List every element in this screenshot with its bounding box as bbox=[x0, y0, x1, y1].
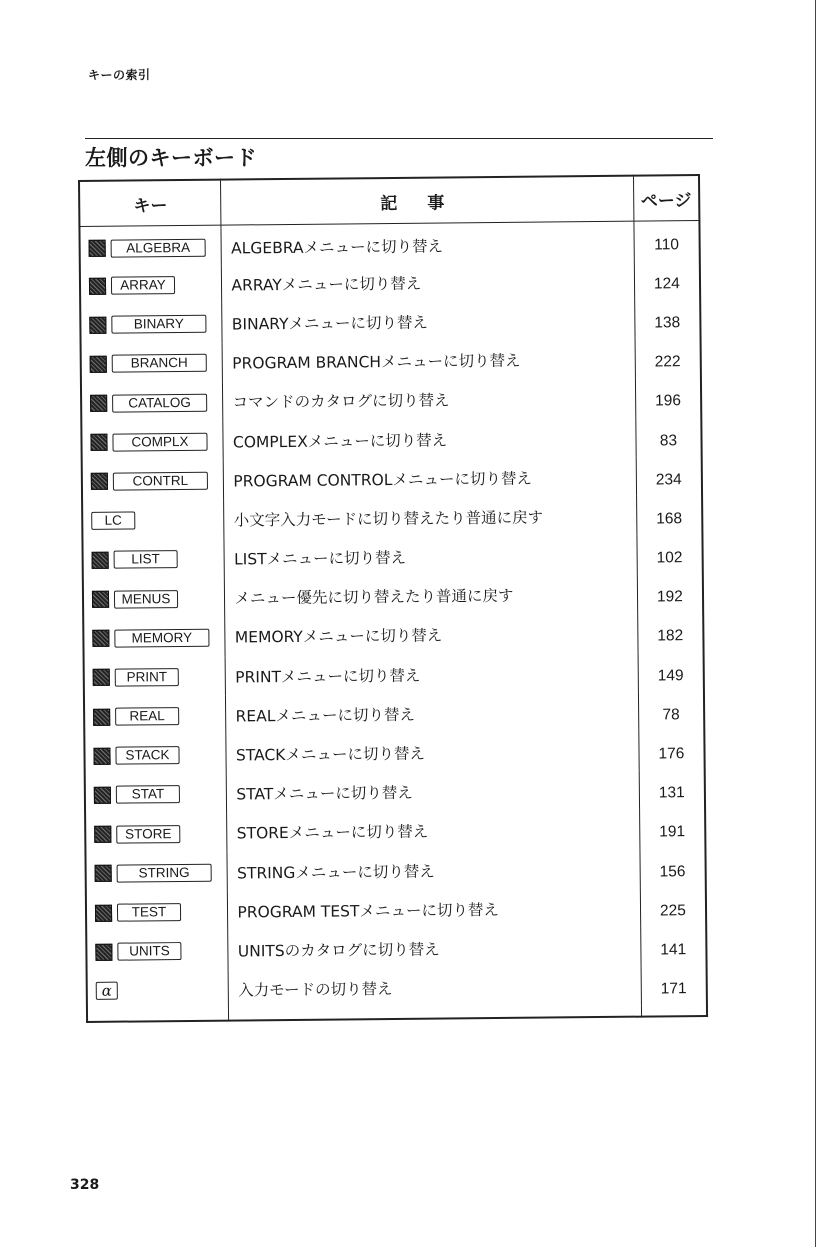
description-cell: COMPLEXメニューに切り替え bbox=[223, 418, 636, 461]
table-row bbox=[83, 613, 703, 658]
table-row bbox=[85, 770, 705, 815]
keycap-label: STACK bbox=[115, 746, 179, 765]
page-number: 328 bbox=[70, 1177, 100, 1193]
keycap-label: ARRAY bbox=[111, 276, 175, 295]
shift-key-icon bbox=[93, 669, 110, 686]
table-row bbox=[86, 926, 706, 971]
table-row bbox=[80, 299, 700, 344]
page-cell: 138 bbox=[634, 299, 700, 339]
description-cell: PROGRAM TESTメニューに切り替え bbox=[228, 888, 641, 931]
spacer-cell bbox=[641, 1005, 707, 1017]
keycap-label: CATALOG bbox=[112, 393, 207, 412]
table-row bbox=[80, 260, 700, 305]
page-cell: 176 bbox=[639, 730, 705, 770]
key-cell bbox=[80, 265, 222, 306]
key-cell bbox=[79, 225, 221, 266]
description-cell: コマンドのカタログに切り替え bbox=[223, 378, 636, 421]
description-cell: 入力モードの切り替え bbox=[229, 966, 642, 1009]
header-page: ページ bbox=[633, 175, 699, 221]
shift-key-icon bbox=[90, 434, 107, 451]
description-cell: ALGEBRAメニューに切り替え bbox=[221, 221, 634, 265]
shift-key-icon bbox=[89, 316, 106, 333]
keycap-label: STRING bbox=[117, 864, 212, 883]
page-cell: 124 bbox=[634, 260, 700, 300]
page-cell: 102 bbox=[637, 535, 703, 575]
key-cell bbox=[83, 578, 225, 619]
description-cell: UNITSのカタログに切り替え bbox=[228, 927, 641, 970]
shift-key-icon bbox=[91, 473, 108, 490]
running-header: キーの索引 bbox=[88, 68, 151, 82]
shift-key-icon bbox=[92, 591, 109, 608]
key-cell bbox=[80, 304, 222, 345]
shift-key-icon bbox=[94, 787, 111, 804]
table-row bbox=[83, 574, 703, 619]
keycap-label: LC bbox=[91, 512, 135, 530]
section-rule bbox=[85, 138, 713, 139]
shift-key-icon bbox=[92, 630, 109, 647]
table-row bbox=[82, 535, 702, 580]
description-cell: PROGRAM CONTROLメニューに切り替え bbox=[224, 457, 637, 500]
table-row bbox=[84, 691, 704, 736]
keycap-label: UNITS bbox=[117, 942, 181, 961]
key-cell bbox=[85, 853, 227, 894]
key-cell bbox=[83, 617, 225, 658]
page-cell: 141 bbox=[640, 926, 706, 966]
shift-key-icon bbox=[95, 904, 112, 921]
description-cell: STRINGメニューに切り替え bbox=[227, 849, 640, 892]
shift-key-icon bbox=[95, 943, 112, 960]
header-key: キー bbox=[79, 180, 221, 227]
description-cell: STACKメニューに切り替え bbox=[226, 731, 639, 774]
key-cell bbox=[81, 343, 223, 384]
shift-key-icon bbox=[93, 708, 110, 725]
table-row bbox=[86, 887, 706, 932]
table-header-row bbox=[79, 175, 699, 226]
keycap-label: MENUS bbox=[114, 590, 178, 609]
page-cell: 225 bbox=[640, 887, 706, 927]
table-row bbox=[85, 809, 705, 854]
shift-key-icon bbox=[89, 277, 106, 294]
key-cell bbox=[85, 774, 227, 815]
shift-key-icon bbox=[90, 356, 107, 373]
page-cell: 234 bbox=[636, 456, 702, 496]
page-edge-line bbox=[815, 0, 816, 1247]
shift-key-icon bbox=[89, 240, 106, 257]
description-cell: PROGRAM BRANCHメニューに切り替え bbox=[223, 339, 636, 382]
description-cell: STOREメニューに切り替え bbox=[227, 809, 640, 852]
key-cell bbox=[87, 970, 229, 1011]
table-row bbox=[82, 495, 702, 540]
keycap-label: BINARY bbox=[111, 315, 206, 334]
page-cell: 156 bbox=[640, 848, 706, 888]
page-cell: 171 bbox=[641, 966, 707, 1006]
description-cell: BINARYメニューに切り替え bbox=[222, 300, 635, 343]
table-row bbox=[87, 966, 707, 1011]
description-cell: LISTメニューに切り替え bbox=[224, 535, 637, 578]
shift-key-icon bbox=[90, 395, 107, 412]
key-cell bbox=[82, 461, 224, 502]
description-cell: MEMORYメニューに切り替え bbox=[225, 614, 638, 657]
description-cell: STATメニューに切り替え bbox=[227, 770, 640, 813]
description-cell: メニュー優先に切り替えたり普通に戻す bbox=[225, 574, 638, 617]
key-cell bbox=[86, 892, 228, 933]
page-cell: 196 bbox=[635, 378, 701, 418]
header-description: 記事 bbox=[221, 176, 634, 225]
key-index-table bbox=[78, 174, 708, 1023]
keycap-label: REAL bbox=[115, 707, 179, 726]
description-cell: 小文字入力モードに切り替えたり普通に戻す bbox=[224, 496, 637, 539]
table-row bbox=[79, 221, 699, 267]
key-cell bbox=[84, 657, 226, 698]
keycap-label: CONTRL bbox=[113, 472, 208, 491]
page-cell: 149 bbox=[638, 652, 704, 692]
key-cell bbox=[84, 696, 226, 737]
key-cell bbox=[81, 422, 223, 463]
table-row bbox=[81, 378, 701, 423]
keycap-label: STORE bbox=[116, 825, 180, 844]
key-cell bbox=[84, 735, 226, 776]
table-body bbox=[79, 221, 707, 1022]
table-row bbox=[84, 730, 704, 775]
key-cell bbox=[86, 931, 228, 972]
section-title: 左側のキーボード bbox=[85, 146, 257, 170]
page-cell: 131 bbox=[639, 770, 705, 810]
table-row bbox=[85, 848, 705, 893]
page-cell: 110 bbox=[634, 221, 700, 261]
description-cell: ARRAYメニューに切り替え bbox=[222, 261, 635, 304]
keycap-label: BRANCH bbox=[112, 354, 207, 373]
key-index-table-wrap bbox=[78, 180, 700, 1023]
keycap-label: α bbox=[96, 982, 118, 1000]
key-cell bbox=[85, 813, 227, 854]
key-cell bbox=[82, 539, 224, 580]
page-cell: 191 bbox=[639, 809, 705, 849]
keycap-label: ALGEBRA bbox=[111, 239, 206, 258]
key-cell bbox=[81, 382, 223, 423]
spacer-cell bbox=[87, 1009, 229, 1021]
shift-key-icon bbox=[94, 826, 111, 843]
description-cell: PRINTメニューに切り替え bbox=[226, 653, 639, 696]
page-cell: 222 bbox=[635, 339, 701, 379]
keycap-label: LIST bbox=[114, 550, 178, 569]
shift-key-icon bbox=[93, 747, 110, 764]
table-row bbox=[82, 456, 702, 501]
page-cell: 83 bbox=[636, 417, 702, 457]
shift-key-icon bbox=[95, 865, 112, 882]
page-cell: 78 bbox=[638, 691, 704, 731]
keycap-label: PRINT bbox=[115, 668, 179, 687]
keycap-label: COMPLX bbox=[112, 433, 207, 452]
keycap-label: STAT bbox=[116, 786, 180, 805]
page-cell: 168 bbox=[636, 495, 702, 535]
shift-key-icon bbox=[92, 552, 109, 569]
keycap-label: MEMORY bbox=[114, 628, 209, 647]
page-cell: 182 bbox=[637, 613, 703, 653]
description-cell: REALメニューに切り替え bbox=[226, 692, 639, 735]
key-cell bbox=[82, 500, 224, 541]
keycap-label: TEST bbox=[117, 903, 181, 922]
table-row bbox=[81, 417, 701, 462]
table-row bbox=[84, 652, 704, 697]
page-cell: 192 bbox=[637, 574, 703, 614]
table-row bbox=[81, 339, 701, 384]
